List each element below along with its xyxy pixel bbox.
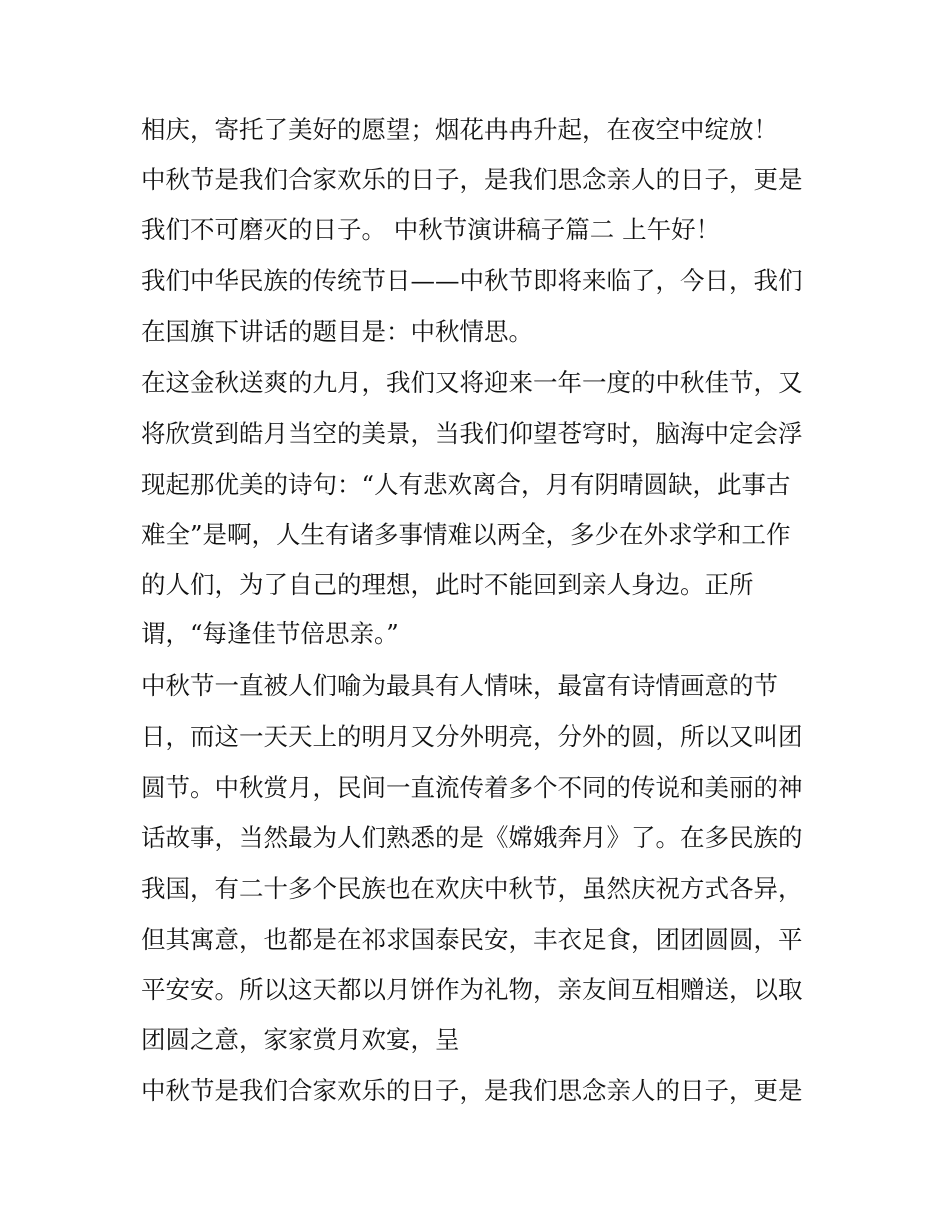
text-line: 现起那优美的诗句：“人有悲欢离合，月有阴晴圆缺，此事古 [141, 470, 791, 499]
text-line: 日，而这一天天上的明月又分外明亮，分外的圆，所以又叫团 [141, 722, 803, 751]
text-line: 在这金秋送爽的九月，我们又将迎来一年一度的中秋佳节，又 [141, 368, 803, 397]
text-line: 我们中华民族的传统节日——中秋节即将来临了，今日，我们 [141, 266, 803, 295]
text-line: 在国旗下讲话的题目是：中秋情思。 [141, 317, 533, 346]
text-line: 圆节。中秋赏月，民间一直流传着多个不同的传说和美丽的神 [141, 773, 803, 802]
text-line: 将欣赏到皓月当空的美景，当我们仰望苍穹时，脑海中定会浮 [141, 419, 803, 448]
text-line: 但其寓意，也都是在祁求国泰民安，丰衣足食，团团圆圆，平 [141, 925, 803, 954]
text-line: 我国，有二十多个民族也在欢庆中秋节，虽然庆祝方式各异， [141, 874, 803, 903]
text-line: 中秋节是我们合家欢乐的日子，是我们思念亲人的日子，更是 [141, 1076, 803, 1105]
text-line: 中秋节一直被人们喻为最具有人情味，最富有诗情画意的节 [141, 671, 778, 700]
text-line: 话故事，当然最为人们熟悉的是《嫦娥奔月》了。在多民族的 [141, 823, 803, 852]
text-line: 的人们，为了自己的理想，此时不能回到亲人身边。正所 [141, 570, 754, 599]
text-line: 谓，“每逢佳节倍思亲。” [141, 619, 399, 648]
text-line: 我们不可磨灭的日子。 中秋节演讲稿子篇二 上午好！ [141, 215, 721, 244]
text-line: 相庆，寄托了美好的愿望；烟花冉冉升起，在夜空中绽放！ [141, 115, 778, 144]
text-line: 平安安。所以这天都以月饼作为礼物，亲友间互相赠送，以取 [141, 975, 803, 1004]
text-line: 难全”是啊，人生有诸多事情难以两全，多少在外求学和工作 [141, 520, 791, 549]
text-line: 中秋节是我们合家欢乐的日子，是我们思念亲人的日子，更是 [141, 165, 803, 194]
text-line: 团圆之意，家家赏月欢宴，呈 [141, 1025, 460, 1054]
